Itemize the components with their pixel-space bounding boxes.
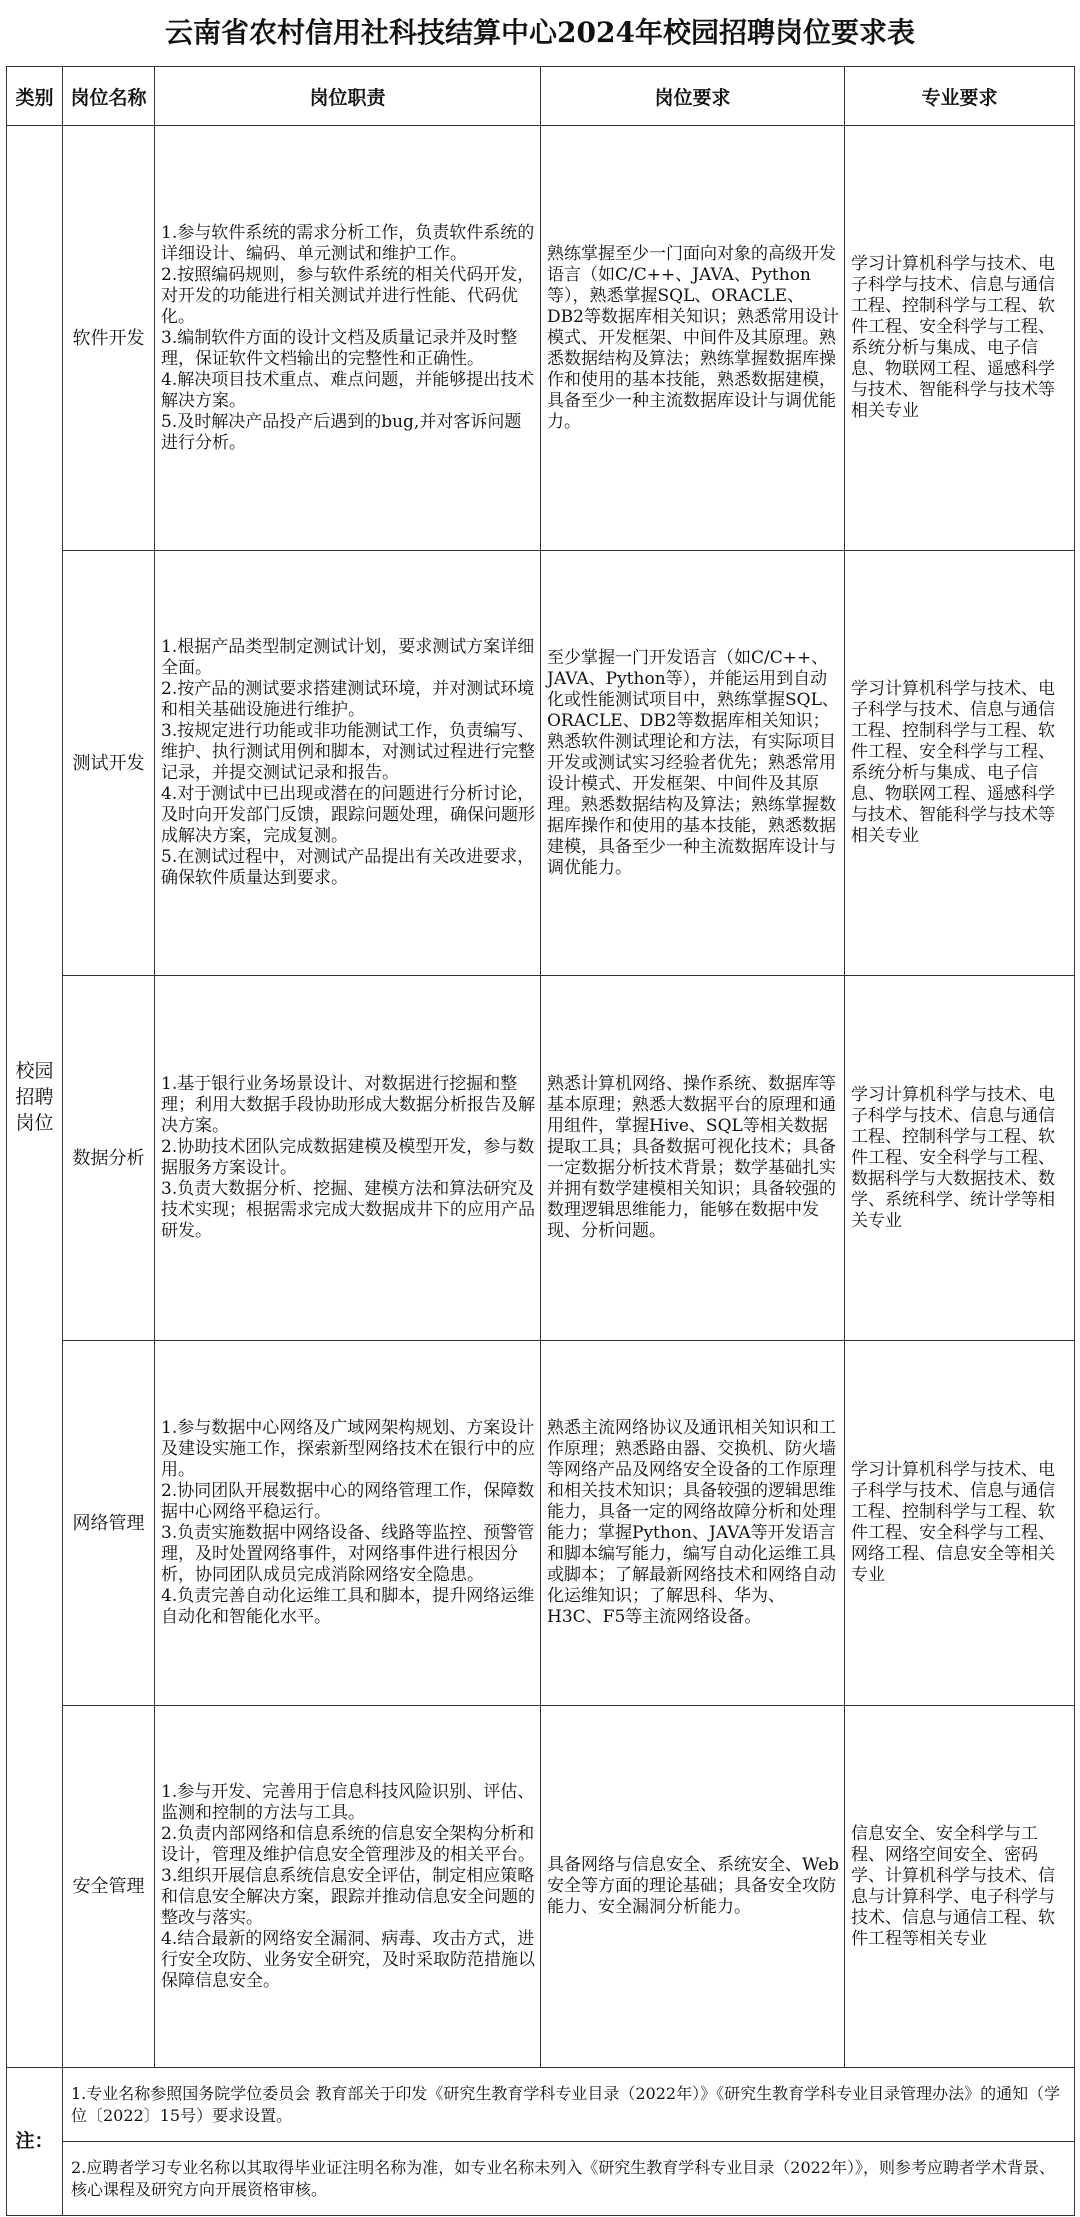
duty-item: 1.基于银行业务场景设计、对数据进行挖掘和整理；利用大数据手段协助形成大数据分析报告及解决方案。: [161, 1074, 535, 1136]
note-row: [7, 2142, 1075, 2216]
recruitment-table: [6, 66, 1075, 2216]
requirements-cell: 熟悉主流网络协议及通讯相关知识和工作原理；熟悉路由器、交换机、防火墙等网络产品及网络安全设备的工作原理和相关技术知识；具备较强的逻辑思维能力，具备一定的网络故障分析和处理能力；掌握Python、JAVA等开发语言和脚本编写能力，编写自动化运维工具或脚本；了解最新网络技术和网络自动化运维知识；了解思科、华为、H3C、F5等主流网络设备。: [541, 1341, 845, 1706]
header-requirements: 岗位要求: [541, 67, 845, 126]
duty-item: 2.按照编码规则，参与软件系统的相关代码开发，对开发的功能进行相关测试并进行性能、代码优化。: [161, 264, 535, 327]
duty-item: 3.负责实施数据中网络设备、线路等监控、预警管理，及时处置网络事件，对网络事件进行根因分析，协同团队成员完成消除网络安全隐患。: [161, 1523, 535, 1585]
table-row: [7, 551, 1075, 976]
position-name: 数据分析: [63, 976, 155, 1341]
note-text: 1.专业名称参照国务院学位委员会 教育部关于印发《研究生教育学科专业目录（2022年）》《研究生教育学科专业目录管理办法》的通知（学位〔2022〕15号）要求设置。: [63, 2068, 1075, 2142]
requirements-cell: 熟悉计算机网络、操作系统、数据库等基本原理；熟悉大数据平台的原理和通用组件，掌握Hive、SQL等相关数据提取工具；具备数据可视化技术；具备一定数据分析技术背景；数学基础扎实并拥有数学建模相关知识；具备较强的数理逻辑思维能力，能够在数据中发现、分析问题。: [541, 976, 845, 1341]
header-category: 类别: [7, 67, 63, 126]
duties-cell: [155, 551, 541, 976]
duty-item: 2.协助技术团队完成数据建模及模型开发，参与数据服务方案设计。: [161, 1137, 535, 1178]
duty-item: 1.参与软件系统的需求分析工作，负责软件系统的详细设计、编码、单元测试和维护工作。: [161, 222, 535, 264]
duty-item: 4.负责完善自动化运维工具和脚本，提升网络运维自动化和智能化水平。: [161, 1586, 535, 1627]
duty-item: 3.编制软件方面的设计文档及质量记录并及时整理，保证软件文档输出的完整性和正确性。: [161, 327, 518, 369]
category-cell: [7, 126, 63, 2068]
duty-item: 2.按产品的测试要求搭建测试环境，并对测试环境和相关基础设施进行维护。: [161, 679, 535, 720]
header-majors: 专业要求: [845, 67, 1075, 126]
majors-cell: 学习计算机科学与技术、电子科学与技术、信息与通信工程、控制科学与工程、软件工程、安全科学与工程、数据科学与大数据技术、数学、系统科学、统计学等相关专业: [845, 976, 1075, 1341]
position-name: 软件开发: [63, 126, 155, 551]
duty-item: 3.组织开展信息系统信息安全评估，制定相应策略和信息安全解决方案，跟踪并推动信息安全问题的整改与落实。: [161, 1865, 535, 1928]
duties-cell: [155, 1341, 541, 1706]
duties-cell: [155, 1706, 541, 2068]
duty-item: 1.根据产品类型制定测试计划，要求测试方案详细全面。: [161, 637, 535, 678]
duty-item: 3.按规定进行功能或非功能测试工作，负责编写、维护、执行测试用例和脚本，对测试过程进行完整记录，并提交测试记录和报告。: [161, 721, 535, 783]
duties-cell: [155, 126, 541, 551]
header-position: 岗位名称: [63, 67, 155, 126]
majors-cell: 信息安全、安全科学与工程、网络空间安全、密码学、计算机科学与技术、信息与计算科学、电子科学与技术、信息与通信工程、软件工程等相关专业: [845, 1706, 1075, 2068]
duty-item: 2.负责内部网络和信息系统的信息安全架构分析和设计，管理及维护信息安全管理涉及的相关平台。: [161, 1823, 535, 1865]
majors-cell: 学习计算机科学与技术、电子科学与技术、信息与通信工程、控制科学与工程、软件工程、安全科学与工程、系统分析与集成、电子信息、物联网工程、遥感科学与技术、智能科学与技术等相关专业: [845, 126, 1075, 551]
duty-item: 2.协同团队开展数据中心的网络管理工作，保障数据中心网络平稳运行。: [161, 1481, 535, 1522]
page-title: 云南省农村信用社科技结算中心2024年校园招聘岗位要求表: [165, 16, 915, 49]
duty-item: 1.参与数据中心网络及广域网架构规划、方案设计及建设实施工作，探索新型网络技术在银行中的应用。: [161, 1418, 535, 1480]
requirements-cell: 具备网络与信息安全、系统安全、Web安全等方面的理论基础；具备安全攻防能力、安全漏洞分析能力。: [541, 1706, 845, 2068]
category-line: 招聘: [15, 1085, 54, 1108]
duty-item: 4.解决项目技术重点、难点问题，并能够提出技术解决方案。: [161, 369, 535, 411]
table-row: [7, 976, 1075, 1341]
duties-cell: [155, 976, 541, 1341]
position-name: 网络管理: [63, 1341, 155, 1706]
duty-item: 5.及时解决产品投产后遇到的bug,并对客诉问题进行分析。: [161, 411, 522, 453]
note-text: 2.应聘者学习专业名称以其取得毕业证注明名称为准，如专业名称未列入《研究生教育学科专业目录（2022年）》，则参考应聘者学术背景、核心课程及研究方向开展资格审核。: [63, 2142, 1075, 2216]
table-row: [7, 1706, 1075, 2068]
majors-cell: 学习计算机科学与技术、电子科学与技术、信息与通信工程、控制科学与工程、软件工程、安全科学与工程、系统分析与集成、电子信息、物联网工程、遥感科学与技术、智能科学与技术等相关专业: [845, 551, 1075, 976]
requirements-cell: 熟练掌握至少一门面向对象的高级开发语言（如C/C++、JAVA、Python等），熟悉掌握SQL、ORACLE、DB2等数据库相关知识；熟悉常用设计模式、开发框架、中间件及其原理。熟悉数据结构及算法；熟练掌握数据库操作和使用的基本技能，熟悉数据建模，具备至少一种主流数据库设计与调优能力。: [541, 126, 845, 551]
table-row: [7, 126, 1075, 551]
category-line: 校园: [15, 1059, 54, 1082]
note-label: 注：: [7, 2068, 63, 2216]
category-line: 岗位: [15, 1111, 54, 1134]
position-name: 安全管理: [63, 1706, 155, 2068]
duty-item: 3.负责大数据分析、挖掘、建模方法和算法研究及技术实现；根据需求完成大数据成井下的应用产品研发。: [161, 1179, 535, 1241]
requirements-cell: 至少掌握一门开发语言（如C/C++、JAVA、Python等），并能运用到自动化或性能测试项目中，熟练掌握SQL、ORACLE、DB2等数据库相关知识；熟悉软件测试理论和方法，有实际项目开发或测试实习经验者优先；熟悉常用设计模式、开发框架、中间件及其原理。熟悉数据结构及算法；熟练掌握数据库操作和使用的基本技能，熟悉数据建模，具备至少一种主流数据库设计与调优能力。: [541, 551, 845, 976]
note-row: [7, 2068, 1075, 2142]
duty-item: 4.结合最新的网络安全漏洞、病毒、攻击方式，进行安全攻防、业务安全研究，及时采取防范措施以保障信息安全。: [161, 1928, 535, 1991]
duty-item: 5.在测试过程中，对测试产品提出有关改进要求，确保软件质量达到要求。: [161, 847, 535, 888]
duty-item: 1.参与开发、完善用于信息科技风险识别、评估、监测和控制的方法与工具。: [161, 1781, 535, 1823]
duty-item: 4.对于测试中已出现或潜在的问题进行分析讨论，及时向开发部门反馈，跟踪问题处理，确保问题形成解决方案，完成复测。: [161, 784, 535, 846]
majors-cell: 学习计算机科学与技术、电子科学与技术、信息与通信工程、控制科学与工程、软件工程、安全科学与工程、网络工程、信息安全等相关专业: [845, 1341, 1075, 1706]
header-row: [7, 67, 1075, 126]
position-name: 测试开发: [63, 551, 155, 976]
header-duties: 岗位职责: [155, 67, 541, 126]
table-row: [7, 1341, 1075, 1706]
